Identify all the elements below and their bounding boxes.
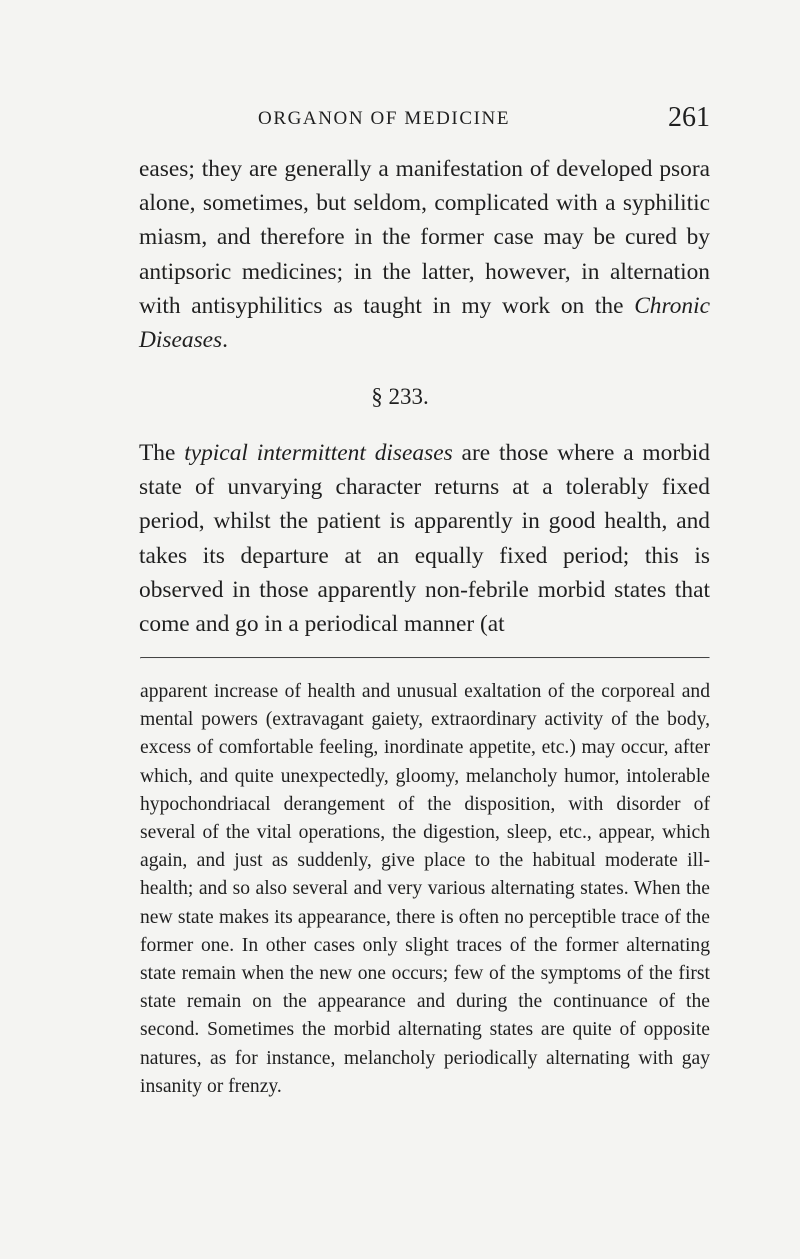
- body-paragraph-period: .: [222, 327, 229, 354]
- book-title-chronic-diseases: Chronic Diseases: [139, 292, 710, 354]
- footnote: apparent increase of health and unusual exaltation of the corporeal and mental powers (extravagant gaiety, extraordinary activity of the body, excess of comfortable feeling, inordinate appetite, etc.) may occur, after which, and quite unexpectedly, gloomy, melancholy humor, intolerable hypochondriacal derangement of the disposition, with disorder of several of the vital operations, the digestion, sleep, etc., appear, which again, and just as suddenly, give place to the habitual moderate ill-health; and so also several and very various alternating states. When the new state makes its appearance, there is often no perceptible trace of the former one. In other cases only slight traces of the former alternating state remain when the new one occurs; few of the symptoms of the first state remain on the appearance and during the continuance of the second. Sometimes the morbid alternating states are quite of opposite natures, as for instance, melancholy periodically alternating with gay insanity or frenzy.: [140, 681, 710, 1097]
- section-paragraph-text-start: The: [139, 440, 185, 466]
- body-paragraph: [139, 152, 710, 357]
- section-italic-term: typical intermittent diseases: [184, 440, 453, 466]
- section-number: § 233.: [371, 384, 429, 409]
- section-paragraph-text-rest: are those where a morbid state of unvarying character returns at a tolerably fixed period, whilst the patient is apparently in good health, and takes its departure at an equally fixed period; this is observed in those apparently non-febrile morbid states that come and go in a periodical manner (at: [139, 440, 710, 638]
- running-head-title: ORGANON OF MEDICINE: [258, 108, 511, 129]
- section-paragraph: [139, 436, 710, 641]
- running-head: [138, 102, 710, 136]
- page-number: 261: [668, 102, 710, 133]
- body-paragraph-text-start: eases; they are generally a manifestation of developed psora alone, sometimes, but seldom, complicated with a syphilitic miasm, and therefore in the former case may be cured by antipsoric medicines; in the latter, however, in alternation with antisyphilitics as taught in my work on the: [139, 156, 710, 319]
- footnote-divider: [140, 657, 710, 659]
